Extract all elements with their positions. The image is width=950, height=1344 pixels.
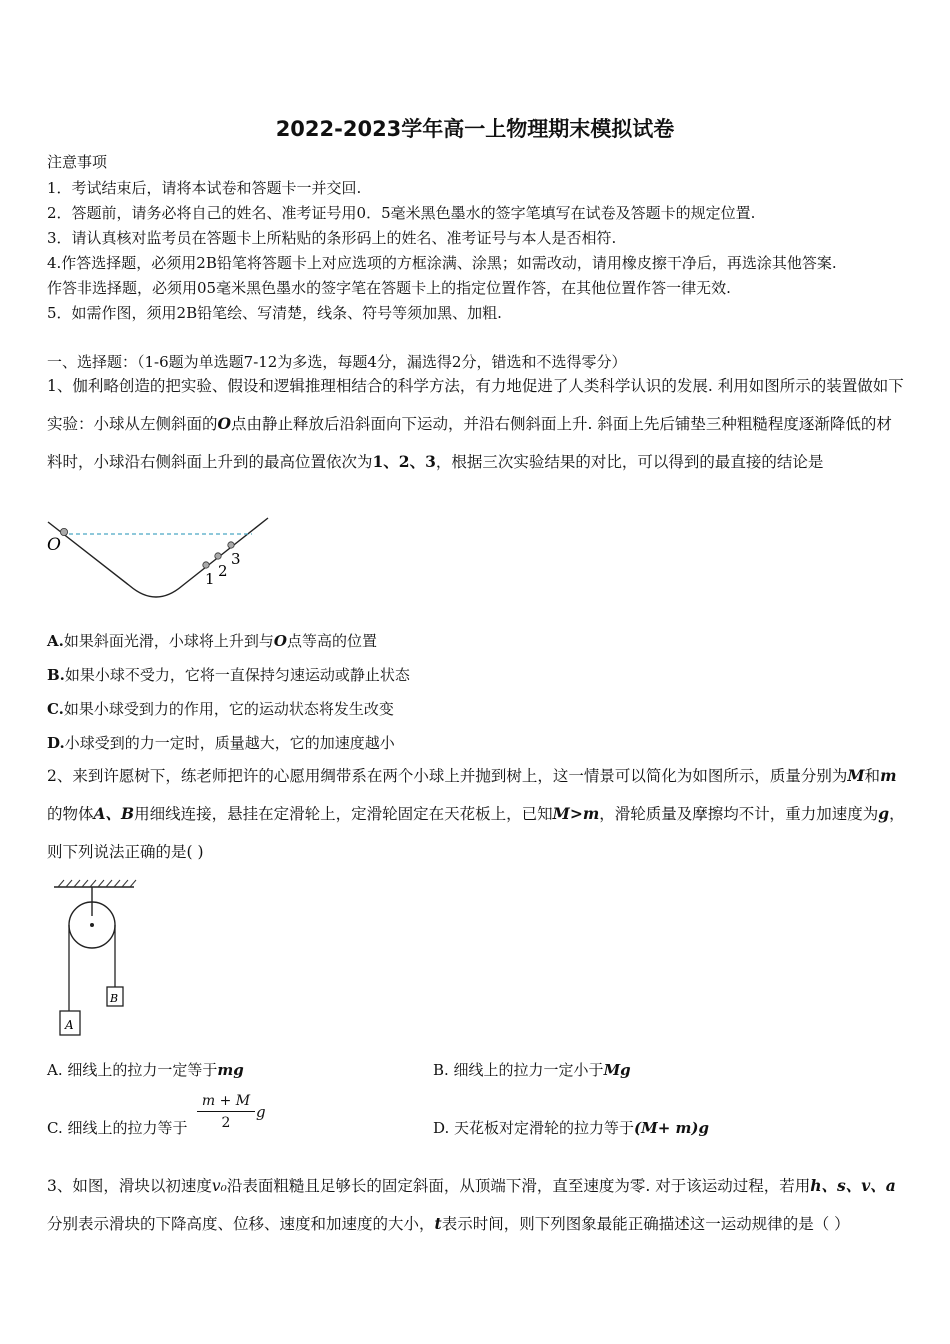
- option-text: B. 细线上的拉力一定小于: [433, 1061, 604, 1079]
- option-label: A.: [47, 632, 64, 650]
- option-label: B.: [47, 666, 65, 684]
- q3-text-part: 沿表面粗糙且足够长的固定斜面，从顶端下滑，直至速度为零. 对于该运动过程，若用: [226, 1177, 811, 1195]
- q2-option-c-g: g: [256, 1103, 266, 1121]
- notice-item-2: 2．答题前，请务必将自己的姓名、准考证号用0．5毫米黑色墨水的签字笔填写在试卷及答题卡的规定位置.: [47, 204, 756, 222]
- option-var: (M+ m)g: [634, 1119, 709, 1137]
- option-text: 如果小球受到力的作用，它的运动状态将发生改变: [63, 700, 394, 718]
- q1-option-c[interactable]: [47, 698, 394, 719]
- label-o: O: [47, 535, 61, 555]
- q2-option-d[interactable]: [433, 1117, 709, 1138]
- option-text: 如果小球不受力，它将一直保持匀速运动或静止状态: [64, 666, 410, 684]
- q1-text-part: 点由静止释放后沿斜面向下运动，并沿右侧斜面上升. 斜面上先后铺垫三种粗糙程度逐渐降低的材料时，小球沿右侧斜面上升到的最高位置依次为: [47, 415, 892, 471]
- q1-text-part: 1、伽利略创造的把实验、假设和逻辑推理相结合的科学方法，有力地促进了人类科学认识的发展. 利用如图所示的装置做如下实验：小球从左侧斜面的: [47, 377, 904, 433]
- notice-heading: 注意事项: [47, 153, 108, 171]
- q2-text-part: ，则下列说法正确的是( ): [47, 805, 905, 861]
- q2-text-part: 2、来到许愿树下，练老师把许的心愿用绸带系在两个小球上并抛到树上，这一情景可以简化为如图所示，质量分别为: [47, 767, 848, 785]
- q2-var-ab: A、B: [93, 804, 135, 823]
- q2-condition: M>m: [552, 804, 600, 823]
- label-2: 2: [218, 562, 228, 580]
- q1-point-o: O: [217, 414, 232, 433]
- q3-text-part: 表示时间，则下列图象最能正确描述这一运动规律的是（ ）: [441, 1215, 850, 1233]
- option-var: O: [273, 632, 287, 650]
- ceiling-hatch: [58, 880, 136, 887]
- q2-var-m: m: [880, 766, 897, 785]
- label-a: A: [65, 1018, 74, 1032]
- option-text: 如果斜面光滑，小球将上升到与: [63, 632, 274, 650]
- q2-option-a[interactable]: [47, 1059, 244, 1080]
- notice-item-6: 5．如需作图，须用2B铅笔绘、写清楚，线条、符号等须加黑、加粗.: [47, 304, 502, 322]
- q1-incline-figure: [44, 512, 276, 608]
- q2-option-c-fraction: [197, 1093, 255, 1131]
- label-3: 3: [231, 550, 241, 568]
- notice-item-5: 作答非选择题，必须用05毫米黑色墨水的签字笔在答题卡上的指定位置作答，在其他位置作答一律无效.: [47, 279, 731, 297]
- q1-text-part: ，根据三次实验结果的对比，可以得到的最直接的结论是: [435, 453, 824, 471]
- question-1-text: [47, 367, 907, 481]
- q2-text-part: 的物体: [47, 805, 94, 823]
- q1-option-d[interactable]: [47, 732, 395, 753]
- q1-positions: 1、2、3: [372, 452, 436, 471]
- q2-var-g: g: [878, 804, 890, 823]
- q2-var-m-upper: M: [847, 766, 865, 785]
- option-label: C.: [47, 700, 64, 718]
- question-2-text: [47, 757, 907, 871]
- q3-text-part: 分别表示滑块的下降高度、位移、速度和加速度的大小，: [47, 1215, 435, 1233]
- notice-item-3: 3．请认真核对监考员在答题卡上所粘贴的条形码上的姓名、准考证号与本人是否相符.: [47, 229, 617, 247]
- option-label: D.: [47, 734, 65, 752]
- pulley-axle: [90, 923, 94, 927]
- option-text: C. 细线上的拉力等于: [47, 1119, 188, 1137]
- option-text: A. 细线上的拉力一定等于: [47, 1061, 218, 1079]
- q3-var-v0: v₀: [211, 1177, 227, 1195]
- ball-o: [60, 528, 67, 535]
- q2-option-c[interactable]: [47, 1117, 187, 1138]
- q2-option-b[interactable]: [433, 1059, 631, 1080]
- option-text: D. 天花板对定滑轮的拉力等于: [433, 1119, 635, 1137]
- label-b: B: [110, 992, 119, 1005]
- q2-pulley-figure: [50, 878, 140, 1040]
- q2-text-part: 用细线连接，悬挂在定滑轮上，定滑轮固定在天花板上，已知: [134, 805, 553, 823]
- fraction-denominator: 2: [221, 1115, 231, 1131]
- question-3-text: [47, 1167, 907, 1243]
- ball-1: [203, 562, 209, 568]
- option-var: Mg: [603, 1061, 631, 1079]
- label-1: 1: [205, 570, 215, 588]
- q3-text-part: 3、如图，滑块以初速度: [47, 1177, 212, 1195]
- q2-text-part: 和: [864, 767, 881, 785]
- option-text: 小球受到的力一定时，质量越大，它的加速度越小: [64, 734, 395, 752]
- q2-text-part: ，滑轮质量及摩擦均不计，重力加速度为: [599, 805, 879, 823]
- q1-option-a[interactable]: [47, 630, 377, 651]
- option-text: 点等高的位置: [286, 632, 377, 650]
- ball-3: [228, 542, 234, 548]
- ball-2: [215, 553, 221, 559]
- q3-var-t: t: [434, 1214, 442, 1233]
- section-heading: 一、选择题：（1-6题为单选题7-12为多选，每题4分，漏选得2分，错选和不选得零分）: [47, 353, 627, 371]
- fraction-numerator: m + M: [197, 1093, 255, 1112]
- notice-item-4: 4.作答选择题，必须用2B铅笔将答题卡上对应选项的方框涂满、涂黑；如需改动，请用橡皮擦干净后，再选涂其他答案.: [47, 254, 837, 272]
- option-var: mg: [217, 1061, 244, 1079]
- q1-option-b[interactable]: [47, 664, 410, 685]
- page-title: 2022-2023学年高一上物理期末模拟试卷: [275, 117, 675, 141]
- q3-vars: h、s、v、a: [810, 1176, 896, 1195]
- notice-item-1: 1．考试结束后，请将本试卷和答题卡一并交回.: [47, 179, 362, 197]
